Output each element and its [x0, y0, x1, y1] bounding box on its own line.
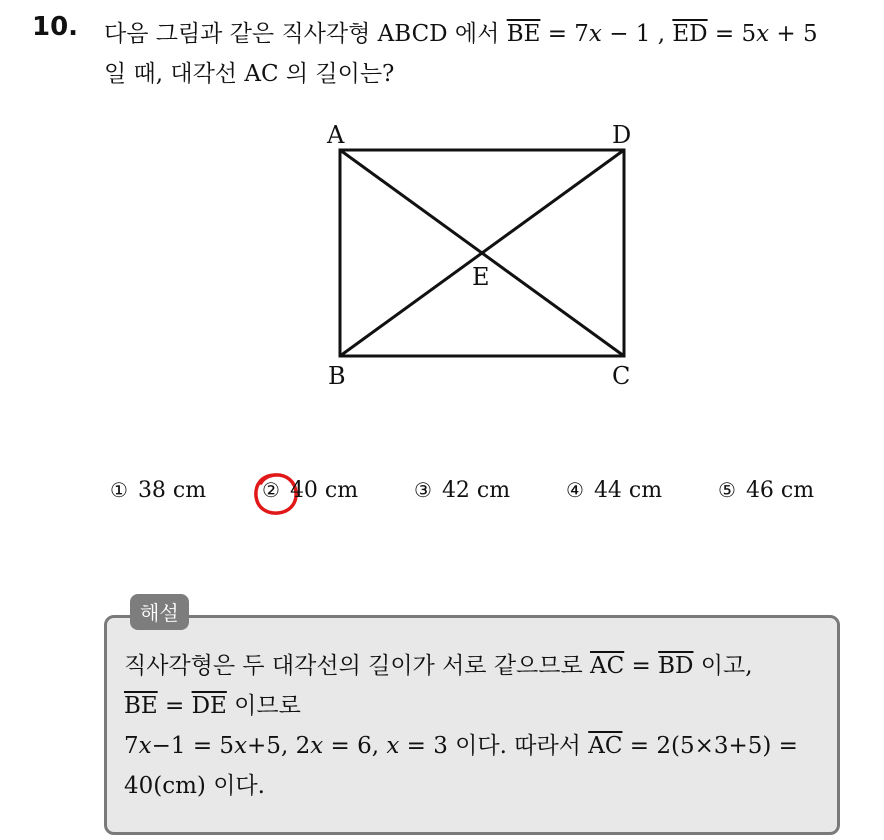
label-c: C — [612, 362, 631, 390]
question-number: 10. — [32, 12, 79, 42]
choice-mark: ① — [110, 478, 128, 502]
choice-1[interactable] — [110, 478, 206, 503]
solution-part: = 2(5×3+5) = — [622, 733, 798, 759]
question-line-1 — [104, 14, 874, 54]
segment-be: $\overline{BE}$ — [124, 693, 158, 719]
variable-x: x — [386, 733, 400, 759]
segment-ac: $\overline{AC}$ — [588, 733, 623, 759]
solution-line-3 — [124, 726, 834, 766]
segment-ac: $\overline{AC}$ — [590, 653, 625, 679]
segment-bd: $\overline{BD}$ — [658, 653, 694, 679]
label-a: A — [327, 121, 345, 149]
label-d: D — [612, 121, 632, 149]
variable-x: x — [138, 733, 152, 759]
solution-part: 7 — [124, 733, 139, 759]
segment-be: $\overline{BE}$ — [506, 21, 541, 47]
equation-part: = 5 — [707, 21, 757, 47]
label-b: B — [328, 362, 346, 390]
variable-x: x — [756, 21, 770, 47]
solution-part: = 6, — [323, 733, 387, 759]
choice-text: 42 cm — [441, 478, 511, 503]
choice-text: 46 cm — [745, 478, 815, 503]
solution-text — [124, 646, 834, 806]
choice-2[interactable] — [262, 478, 358, 503]
choice-mark: ⑤ — [718, 478, 736, 502]
choice-5[interactable] — [718, 478, 814, 503]
segment-ed: $\overline{ED}$ — [672, 21, 708, 47]
solution-line-2 — [124, 686, 834, 726]
equation-part: = 7 — [540, 21, 589, 47]
choice-3[interactable] — [414, 478, 510, 503]
choice-text: 40 cm — [289, 478, 359, 503]
solution-tag: 해설 — [130, 594, 189, 630]
choice-mark: ③ — [414, 478, 432, 502]
rectangle-figure — [300, 112, 660, 402]
answer-choices — [0, 478, 884, 514]
solution-part: 직사각형은 두 대각선의 길이가 서로 같으므로 — [124, 653, 591, 679]
equation-part: − 1 , — [601, 21, 673, 47]
choice-text: 44 cm — [593, 478, 663, 503]
solution-part: = 3 이다. 따라서 — [399, 733, 589, 759]
choice-mark: ④ — [566, 478, 584, 502]
question-text — [104, 14, 874, 94]
solution-part: +5, 2 — [247, 733, 311, 759]
question-line-2: 일 때, 대각선 AC 의 길이는? — [104, 61, 395, 87]
choice-text: 38 cm — [137, 478, 207, 503]
choice-mark: ② — [262, 478, 280, 502]
solution-line-1 — [124, 646, 834, 686]
solution-part: 이고, — [693, 653, 753, 679]
variable-x: x — [588, 21, 602, 47]
solution-part: 이므로 — [226, 693, 301, 719]
equation-part: + 5 — [769, 21, 818, 47]
solution-line-4: 40(cm) 이다. — [124, 773, 265, 799]
segment-de: $\overline{DE}$ — [191, 693, 227, 719]
variable-x: x — [234, 733, 248, 759]
label-e: E — [472, 263, 490, 291]
question-prefix: 다음 그림과 같은 직사각형 ABCD 에서 — [104, 21, 507, 47]
solution-part: = — [157, 693, 192, 719]
variable-x: x — [310, 733, 324, 759]
solution-part: −1 = 5 — [151, 733, 235, 759]
solution-part: = — [624, 653, 659, 679]
choice-4[interactable] — [566, 478, 662, 503]
